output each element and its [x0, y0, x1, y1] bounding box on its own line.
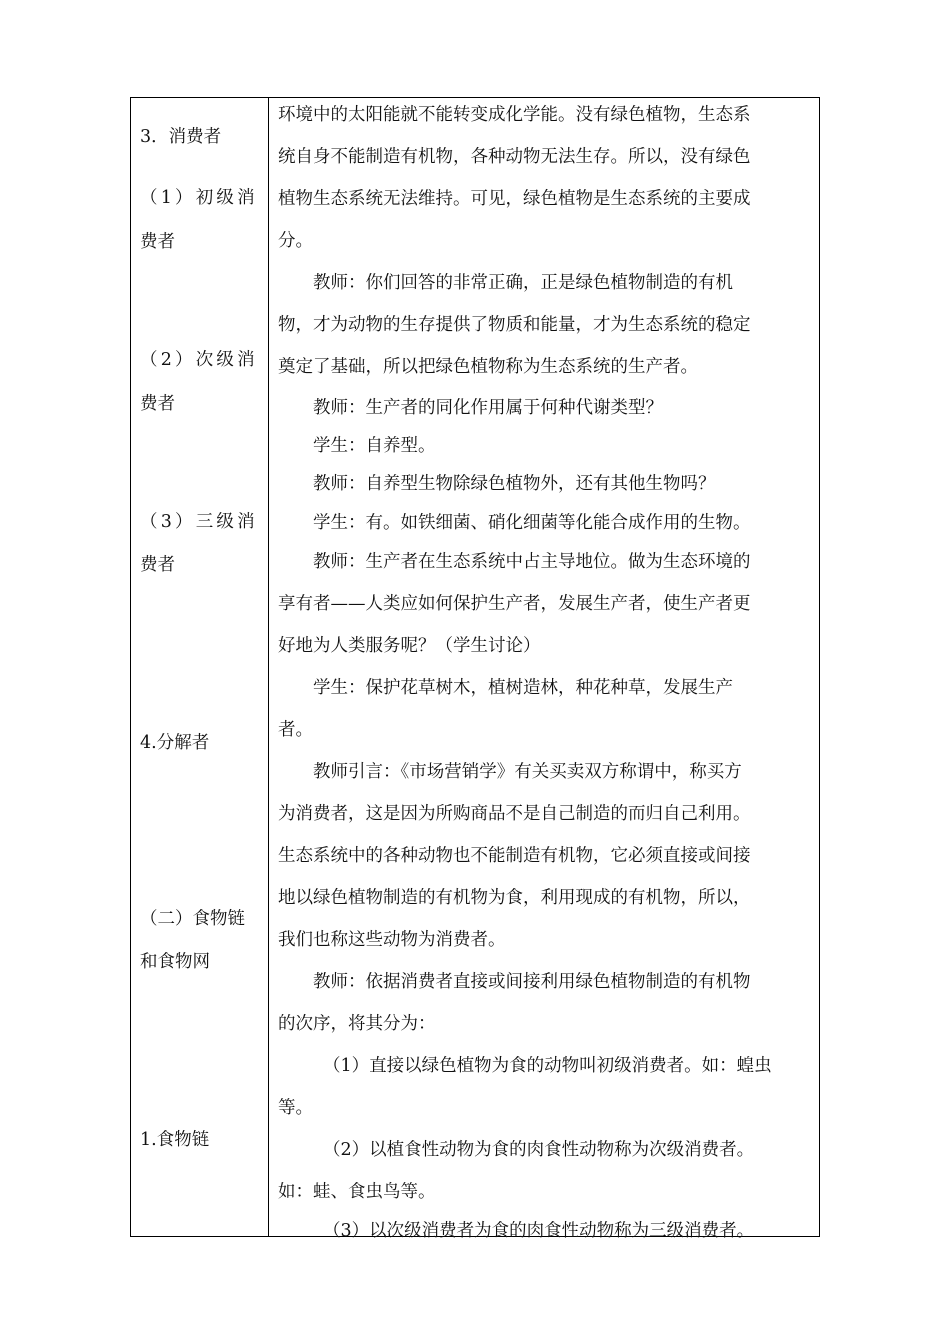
content-line: 我们也称这些动物为消费者。 [278, 930, 506, 950]
content-line: 教师：依据消费者直接或间接利用绿色植物制造的有机物 [313, 972, 751, 992]
content-line: 好地为人类服务呢？（学生讨论） [278, 636, 541, 656]
content-line: （3）以次级消费者为食的肉食性动物称为三级消费者。 [323, 1221, 755, 1241]
content-line: 教师：自养型生物除绿色植物外，还有其他生物吗？ [313, 474, 716, 494]
content-line: 教师：生产者在生态系统中占主导地位。做为生态环境的 [313, 552, 751, 572]
content-line: 的次序，将其分为： [278, 1014, 436, 1034]
outline-line: 4.分解者 [140, 733, 210, 753]
content-line: 教师引言：《市场营销学》有关买卖双方称谓中，称买方 [313, 762, 742, 782]
outline-line: （2）次级消 [140, 350, 258, 370]
outline-line: （二）食物链 [140, 909, 245, 929]
content-line: 物，才为动物的生存提供了物质和能量，才为生态系统的稳定 [278, 315, 751, 335]
outline-line: （3）三级消 [140, 512, 258, 532]
content-line: （1）直接以绿色植物为食的动物叫初级消费者。如：蝗虫 [323, 1056, 772, 1076]
lesson-table [130, 97, 820, 1241]
content-line: 环境中的太阳能就不能转变成化学能。没有绿色植物，生态系 [278, 105, 751, 125]
content-line: 如：蛙、食虫鸟等。 [278, 1182, 436, 1202]
outline-line: 3．消费者 [140, 127, 222, 147]
outline-line: 费者 [140, 232, 175, 252]
content-line: 生态系统中的各种动物也不能制造有机物，它必须直接或间接 [278, 846, 751, 866]
content-line: 学生：自养型。 [313, 436, 436, 456]
content-line: 学生：有。如铁细菌、硝化细菌等化能合成作用的生物。 [313, 513, 751, 533]
outline-line: 费者 [140, 394, 175, 414]
content-line: （2）以植食性动物为食的肉食性动物称为次级消费者。 [323, 1140, 755, 1160]
content-line: 教师：生产者的同化作用属于何种代谢类型？ [313, 398, 663, 418]
content-line: 享有者——人类应如何保护生产者，发展生产者，使生产者更 [278, 594, 751, 614]
content-line: 分。 [278, 231, 313, 251]
content-line: 奠定了基础，所以把绿色植物称为生态系统的生产者。 [278, 357, 698, 377]
content-column [269, 98, 819, 1241]
content-line: 者。 [278, 720, 313, 740]
content-line: 等。 [278, 1098, 313, 1118]
outline-line: 和食物网 [140, 952, 210, 972]
content-line: 为消费者，这是因为所购商品不是自己制造的而归自己利用。 [278, 804, 751, 824]
content-line: 地以绿色植物制造的有机物为食，利用现成的有机物，所以， [278, 888, 751, 908]
outline-line: 费者 [140, 555, 175, 575]
content-line: 学生：保护花草树木，植树造林，种花种草，发展生产 [313, 678, 733, 698]
content-line: 统自身不能制造有机物，各种动物无法生存。所以，没有绿色 [278, 147, 751, 167]
content-line: 植物生态系统无法维持。可见，绿色植物是生态系统的主要成 [278, 189, 751, 209]
content-line: 教师：你们回答的非常正确，正是绿色植物制造的有机 [313, 273, 733, 293]
outline-column [131, 98, 268, 1236]
outline-line: 1.食物链 [140, 1130, 210, 1150]
outline-line: （1）初级消 [140, 188, 258, 208]
